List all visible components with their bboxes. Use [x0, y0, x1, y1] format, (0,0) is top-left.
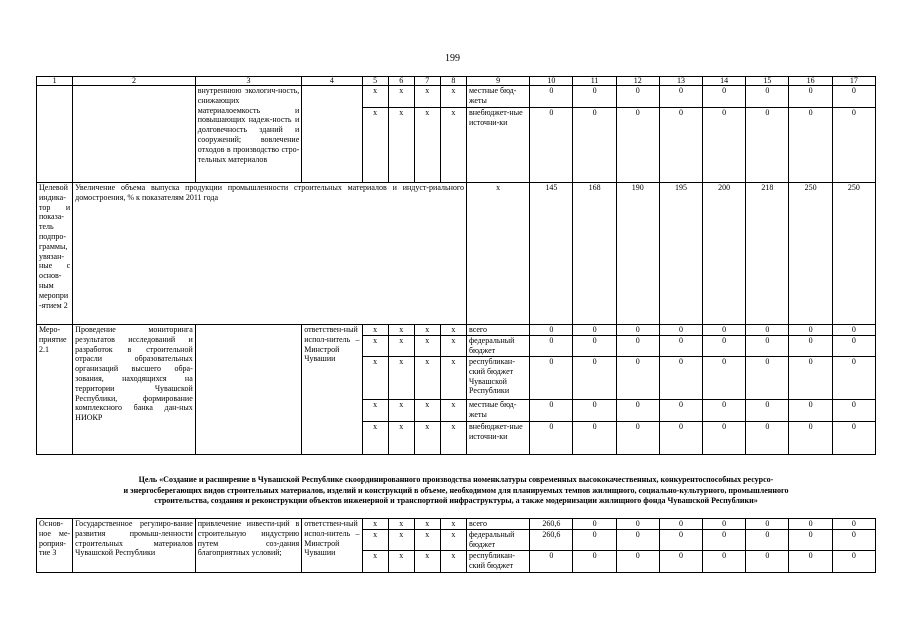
value-cell: 0: [616, 400, 659, 422]
column-header: 11: [573, 77, 616, 86]
column-header: 16: [789, 77, 832, 86]
value-cell: 0: [659, 551, 702, 573]
value-cell: 0: [530, 400, 573, 422]
value-cell: 0: [832, 519, 875, 530]
funding-source: всего: [466, 325, 529, 336]
value-cell: 0: [530, 422, 573, 455]
program-table-continued: [36, 518, 876, 573]
indicator-label: Целевой индика-тор и показа-тель подпро-граммы, увязан-ные с основ-ным меропри-ятием 2: [37, 183, 73, 325]
goal-heading: [36, 475, 876, 507]
column-header: 8: [440, 77, 466, 86]
value-cell: 0: [703, 336, 746, 357]
table-row: [37, 86, 876, 108]
funding-source: республикан-ский бюджет: [466, 551, 529, 573]
indicator-value: 195: [659, 183, 702, 325]
value-cell: 0: [616, 530, 659, 551]
executor-cell: [302, 86, 362, 183]
value-cell: 0: [573, 108, 616, 183]
x-mark: x: [414, 400, 440, 422]
column-header: 17: [832, 77, 875, 86]
x-mark: x: [362, 325, 388, 336]
x-mark: x: [362, 400, 388, 422]
x-mark: x: [440, 400, 466, 422]
value-cell: 0: [616, 422, 659, 455]
x-mark: x: [440, 551, 466, 573]
x-mark: x: [414, 336, 440, 357]
value-cell: 0: [659, 325, 702, 336]
event-description: Проведение мониторинга результатов исследований и разработок в строительной отрасли образовательных организаций высшего обра-зования, находящихся на территории Чувашской Республики, формирование комплексного банка дан-ных НИОКР: [73, 325, 196, 455]
event-task: [195, 325, 302, 455]
x-mark: x: [414, 422, 440, 455]
indicator-value: 250: [832, 183, 875, 325]
program-table: [36, 76, 876, 455]
funding-source: местные бюд-жеты: [466, 400, 529, 422]
column-header: 1: [37, 77, 73, 86]
value-cell: 0: [703, 422, 746, 455]
value-cell: 0: [746, 551, 789, 573]
main-event-description: Государственное регулиро-вание развития промыш-ленности строительных материалов Чувашской Республики: [73, 519, 196, 573]
x-mark: x: [362, 551, 388, 573]
value-cell: 0: [703, 108, 746, 183]
indicator-value: 250: [789, 183, 832, 325]
value-cell: 0: [746, 357, 789, 400]
value-cell: 0: [789, 86, 832, 108]
x-mark: x: [414, 325, 440, 336]
x-mark: x: [440, 108, 466, 183]
value-cell: 0: [616, 551, 659, 573]
value-cell: 0: [616, 357, 659, 400]
value-cell: 0: [659, 108, 702, 183]
main-event-label: Основ-ное ме-роприя-тие 3: [37, 519, 73, 573]
value-cell: 0: [703, 325, 746, 336]
value-cell: 0: [659, 336, 702, 357]
funding-source: всего: [466, 519, 529, 530]
value-cell: 0: [746, 336, 789, 357]
row-label-cell: [37, 86, 73, 183]
value-cell: 0: [789, 400, 832, 422]
indicator-value: 218: [746, 183, 789, 325]
column-header: 7: [414, 77, 440, 86]
column-header: 10: [530, 77, 573, 86]
x-mark: x: [414, 86, 440, 108]
value-cell: 0: [573, 336, 616, 357]
value-cell: 0: [659, 519, 702, 530]
value-cell: 0: [789, 336, 832, 357]
value-cell: 0: [746, 519, 789, 530]
value-cell: 260,6: [530, 519, 573, 530]
x-mark: x: [440, 325, 466, 336]
value-cell: 0: [616, 108, 659, 183]
table-row: [37, 519, 876, 530]
value-cell: 260,6: [530, 530, 573, 551]
x-mark: x: [414, 108, 440, 183]
x-mark: x: [362, 519, 388, 530]
value-cell: 0: [832, 422, 875, 455]
value-cell: 0: [789, 108, 832, 183]
x-mark: x: [362, 530, 388, 551]
table-row: [37, 325, 876, 336]
indicator-text: Увеличение объема выпуска продукции промышленности строительных материалов и индуст-риального домостроения, % к показателям 2011 года: [73, 183, 467, 325]
value-cell: 0: [789, 519, 832, 530]
value-cell: 0: [659, 357, 702, 400]
funding-source: местные бюд-жеты: [466, 86, 529, 108]
value-cell: 0: [530, 551, 573, 573]
x-mark: x: [414, 519, 440, 530]
x-mark: x: [362, 357, 388, 400]
column-header: 4: [302, 77, 362, 86]
task-cell: внутреннюю экологич-ность, снижающих материалоемкость и повышающих надеж-ность и долговечность зданий и сооружений; вовлечение отходов в производство стро-тельных материалов: [195, 86, 302, 183]
value-cell: 0: [746, 400, 789, 422]
value-cell: 0: [832, 325, 875, 336]
x-mark: x: [388, 551, 414, 573]
page-number: 199: [445, 53, 460, 64]
value-cell: 0: [789, 422, 832, 455]
x-mark: x: [414, 357, 440, 400]
value-cell: 0: [616, 325, 659, 336]
x-mark: x: [388, 400, 414, 422]
value-cell: 0: [530, 357, 573, 400]
value-cell: 0: [573, 400, 616, 422]
goal-line: и энергосберегающих видов строительных материалов, изделий и конструкций в объеме, необходимом для планируемых темпов жилищного, социально-культурного, промышленного: [123, 485, 789, 495]
main-event-executor: ответствен-ный испол-нитель – Минстрой Чувашии: [302, 519, 362, 573]
value-cell: 0: [746, 530, 789, 551]
column-header: 15: [746, 77, 789, 86]
value-cell: 0: [616, 336, 659, 357]
value-cell: 0: [832, 336, 875, 357]
column-header: 13: [659, 77, 702, 86]
x-mark: x: [362, 108, 388, 183]
value-cell: 0: [703, 357, 746, 400]
value-cell: 0: [530, 108, 573, 183]
column-header: 6: [388, 77, 414, 86]
description-cell: [73, 86, 196, 183]
x-mark: x: [388, 108, 414, 183]
x-mark: x: [388, 325, 414, 336]
x-mark: x: [414, 530, 440, 551]
x-mark: x: [466, 183, 529, 325]
x-mark: x: [388, 422, 414, 455]
column-header: 12: [616, 77, 659, 86]
value-cell: 0: [832, 108, 875, 183]
x-mark: x: [362, 422, 388, 455]
value-cell: 0: [746, 325, 789, 336]
value-cell: 0: [659, 422, 702, 455]
x-mark: x: [388, 86, 414, 108]
value-cell: 0: [789, 325, 832, 336]
value-cell: 0: [703, 530, 746, 551]
value-cell: 0: [530, 325, 573, 336]
value-cell: 0: [832, 530, 875, 551]
x-mark: x: [388, 530, 414, 551]
x-mark: x: [388, 336, 414, 357]
funding-source: федеральный бюджет: [466, 530, 529, 551]
x-mark: x: [414, 551, 440, 573]
main-event-task: привлечение инвести-ций в строительную индустрию путем соз-дания благоприятных условий;: [195, 519, 302, 573]
indicator-value: 145: [530, 183, 573, 325]
indicator-row: [37, 183, 876, 325]
value-cell: 0: [659, 400, 702, 422]
value-cell: 0: [573, 422, 616, 455]
x-mark: x: [440, 86, 466, 108]
value-cell: 0: [573, 551, 616, 573]
x-mark: x: [440, 357, 466, 400]
goal-line: строительства, создания и реконструкции объектов инженерной и транспортной инфраструктуры, а также модернизации жилищного фонда Чувашской Республики»: [154, 496, 758, 505]
value-cell: 0: [703, 86, 746, 108]
column-header: 3: [195, 77, 302, 86]
x-mark: x: [440, 336, 466, 357]
value-cell: 0: [832, 86, 875, 108]
event-executor: ответствен-ный испол-нитель – Минстрой Чувашии: [302, 325, 362, 455]
value-cell: 0: [659, 86, 702, 108]
funding-source: республикан-ский бюджет Чувашской Республики: [466, 357, 529, 400]
value-cell: 0: [703, 519, 746, 530]
value-cell: 0: [530, 336, 573, 357]
value-cell: 0: [659, 530, 702, 551]
value-cell: 0: [530, 86, 573, 108]
value-cell: 0: [789, 357, 832, 400]
x-mark: x: [388, 357, 414, 400]
value-cell: 0: [789, 551, 832, 573]
x-mark: x: [362, 336, 388, 357]
column-number-row: [37, 77, 876, 86]
x-mark: x: [388, 519, 414, 530]
value-cell: 0: [703, 400, 746, 422]
x-mark: x: [362, 86, 388, 108]
column-header: 14: [703, 77, 746, 86]
value-cell: 0: [832, 357, 875, 400]
x-mark: x: [440, 422, 466, 455]
indicator-value: 168: [573, 183, 616, 325]
funding-source: федеральный бюджет: [466, 336, 529, 357]
x-mark: x: [440, 519, 466, 530]
value-cell: 0: [573, 357, 616, 400]
value-cell: 0: [746, 422, 789, 455]
event-label: Меро-приятие 2.1: [37, 325, 73, 455]
value-cell: 0: [616, 519, 659, 530]
value-cell: 0: [573, 86, 616, 108]
value-cell: 0: [573, 530, 616, 551]
value-cell: 0: [616, 86, 659, 108]
value-cell: 0: [573, 519, 616, 530]
indicator-value: 200: [703, 183, 746, 325]
value-cell: 0: [746, 86, 789, 108]
column-header: 5: [362, 77, 388, 86]
funding-source: внебюджет-ные источни-ки: [466, 108, 529, 183]
column-header: 2: [73, 77, 196, 86]
value-cell: 0: [832, 551, 875, 573]
value-cell: 0: [746, 108, 789, 183]
goal-line: Цель «Создание и расширение в Чувашской Республике скоординированного производства номенклатуры современных высококачественных, конкурентоспособных ресурсо-: [138, 475, 774, 484]
value-cell: 0: [789, 530, 832, 551]
indicator-value: 190: [616, 183, 659, 325]
value-cell: 0: [573, 325, 616, 336]
x-mark: x: [440, 530, 466, 551]
value-cell: 0: [832, 400, 875, 422]
column-header: 9: [466, 77, 529, 86]
value-cell: 0: [703, 551, 746, 573]
funding-source: внебюджет-ные источни-ки: [466, 422, 529, 455]
